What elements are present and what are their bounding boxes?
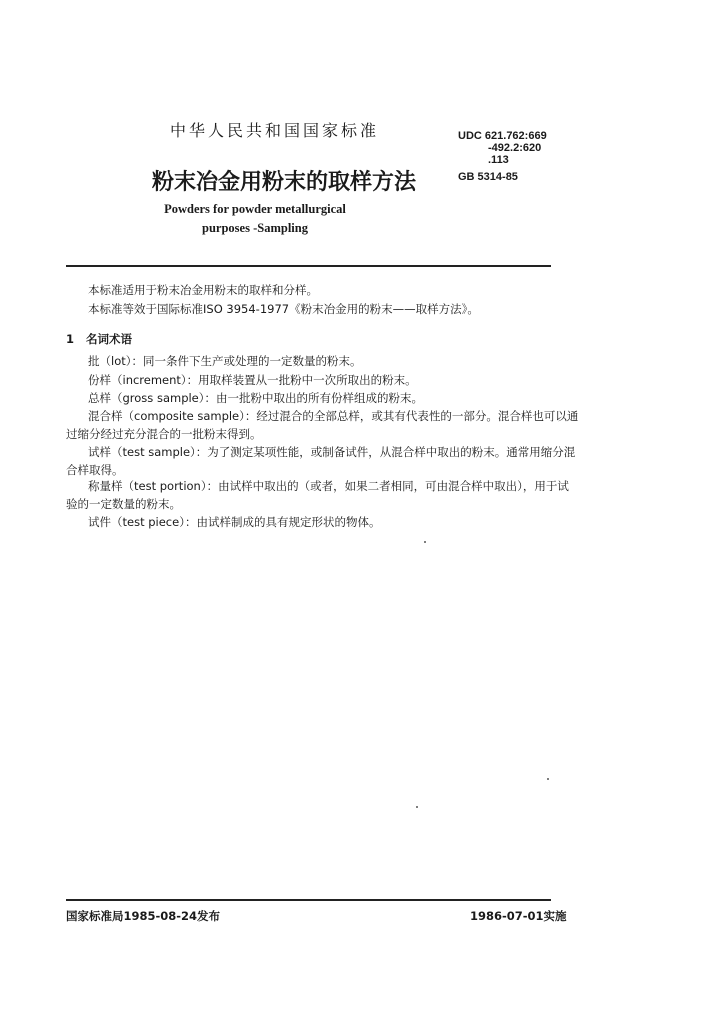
effective-date: 1986-07-01实施: [470, 909, 567, 923]
document-title-chinese: 粉末冶金用粉末的取样方法: [152, 170, 417, 195]
issue-date: 国家标准局1985-08-24发布: [66, 909, 221, 923]
udc-classification: [458, 130, 547, 166]
term-composite-sample-cont: 过缩分经过充分混合的一批粉末得到。: [66, 427, 262, 441]
udc-line-1: 621.762:669: [484, 130, 547, 142]
issuing-authority-header: 中华人民共和国国家标准: [170, 121, 380, 140]
udc-label: UDC: [458, 130, 482, 142]
intro-paragraph-1: 本标准适用于粉末冶金用粉末的取样和分样。: [88, 283, 318, 297]
udc-line-3: .113: [488, 154, 509, 166]
term-composite-sample: 混合样（composite sample）：经过混合的全部总样，或其有代表性的一部分。混合样也可以通: [88, 409, 579, 423]
term-test-portion: 称量样（test portion）：由试样中取出的（或者，如果二者相同，可由混合样中取出），用于试: [88, 479, 569, 493]
title-english-line-2: purposes -Sampling: [202, 221, 308, 235]
term-test-piece: 试件（test piece）：由试样制成的具有规定形状的物体。: [88, 515, 381, 529]
standard-number: GB 5314-85: [458, 171, 518, 183]
udc-line-2: -492.2:620: [488, 142, 542, 154]
scan-speck: [416, 806, 418, 808]
section-number: 1: [66, 332, 75, 346]
term-test-sample-cont: 合样取得。: [66, 463, 124, 477]
header-divider: [66, 265, 551, 267]
term-increment: 份样（increment）：用取样装置从一批粉中一次所取出的粉末。: [88, 373, 417, 387]
term-test-sample: 试样（test sample）：为了测定某项性能，或制备试件，从混合样中取出的粉末。通常用缩分混: [88, 445, 576, 459]
footer-divider: [66, 899, 551, 901]
section-heading: [66, 331, 132, 347]
section-title: 名词术语: [86, 332, 133, 346]
term-test-portion-cont: 验的一定数量的粉末。: [66, 497, 181, 511]
term-lot: 批（lot）：同一条件下生产或处理的一定数量的粉末。: [88, 354, 362, 368]
intro-paragraph-2: 本标准等效于国际标准ISO 3954-1977《粉末冶金用的粉末——取样方法》。: [88, 302, 479, 316]
document-title-english: [150, 200, 360, 238]
title-english-line-1: Powders for powder metallurgical: [164, 202, 346, 216]
scan-speck: [547, 778, 549, 780]
scan-speck: [424, 541, 426, 543]
term-gross-sample: 总样（gross sample）：由一批粉中取出的所有份样组成的粉末。: [88, 391, 424, 405]
